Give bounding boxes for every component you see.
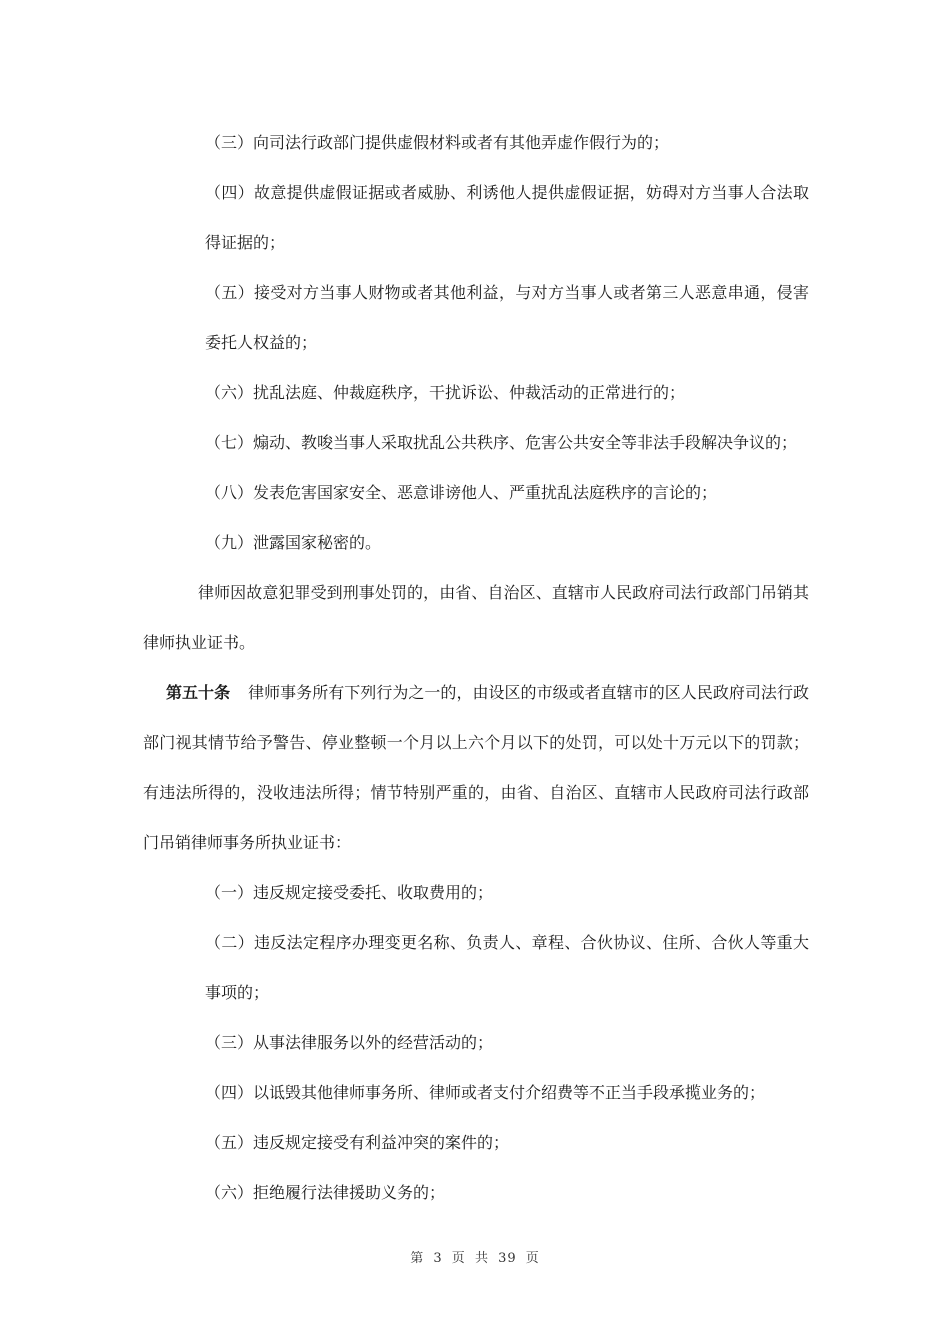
- list-item: （五）接受对方当事人财物或者其他利益，与对方当事人或者第三人恶意串通，侵害委托人权益的；: [205, 283, 809, 352]
- body-paragraph: 律师因故意犯罪受到刑事处罚的，由省、自治区、直辖市人民政府司法行政部门吊销其律师执业证书。: [143, 583, 809, 652]
- article-title: 第五十条: [166, 683, 231, 702]
- article-paragraph: [143, 668, 809, 868]
- list-item: （七）煽动、教唆当事人采取扰乱公共秩序、危害公共安全等非法手段解决争议的；: [205, 433, 798, 452]
- list-item: （九）泄露国家秘密的。: [205, 533, 382, 552]
- article-text: 律师事务所有下列行为之一的，由设区的市级或者直辖市的区人民政府司法行政部门视其情节给予警告、停业整顿一个月以上六个月以下的处罚，可以处十万元以下的罚款；有违法所得的，没收违法所得；情节特别严重的，由省、自治区、直辖市人民政府司法行政部门吊销律师事务所执业证书：: [143, 683, 809, 852]
- page-number: 3: [433, 1251, 443, 1266]
- list-item: （四）故意提供虚假证据或者威胁、利诱他人提供虚假证据，妨碍对方当事人合法取得证据的；: [205, 183, 809, 252]
- list-item: （三）向司法行政部门提供虚假材料或者有其他弄虚作假行为的；: [205, 133, 670, 152]
- list-item: （八）发表危害国家安全、恶意诽谤他人、严重扰乱法庭秩序的言论的；: [205, 483, 718, 502]
- list-item: （四）以诋毁其他律师事务所、律师或者支付介绍费等不正当手段承揽业务的；: [205, 1083, 766, 1102]
- list-item: （一）违反规定接受委托、收取费用的；: [205, 883, 494, 902]
- document-body: [143, 118, 809, 1218]
- footer-word: 页: [451, 1251, 466, 1266]
- page-footer: [0, 1247, 950, 1266]
- list-item: （六）拒绝履行法律援助义务的；: [205, 1183, 446, 1202]
- list-item: （五）违反规定接受有利益冲突的案件的；: [205, 1133, 510, 1152]
- list-item: （六）扰乱法庭、仲裁庭秩序，干扰诉讼、仲裁活动的正常进行的；: [205, 383, 686, 402]
- footer-word: 共: [474, 1251, 489, 1266]
- list-item: （二）违反法定程序办理变更名称、负责人、章程、合伙协议、住所、合伙人等重大事项的；: [205, 933, 809, 1002]
- footer-word: 第: [410, 1251, 425, 1266]
- total-pages: 39: [498, 1251, 517, 1266]
- footer-word: 页: [525, 1251, 540, 1266]
- list-item: （三）从事法律服务以外的经营活动的；: [205, 1033, 494, 1052]
